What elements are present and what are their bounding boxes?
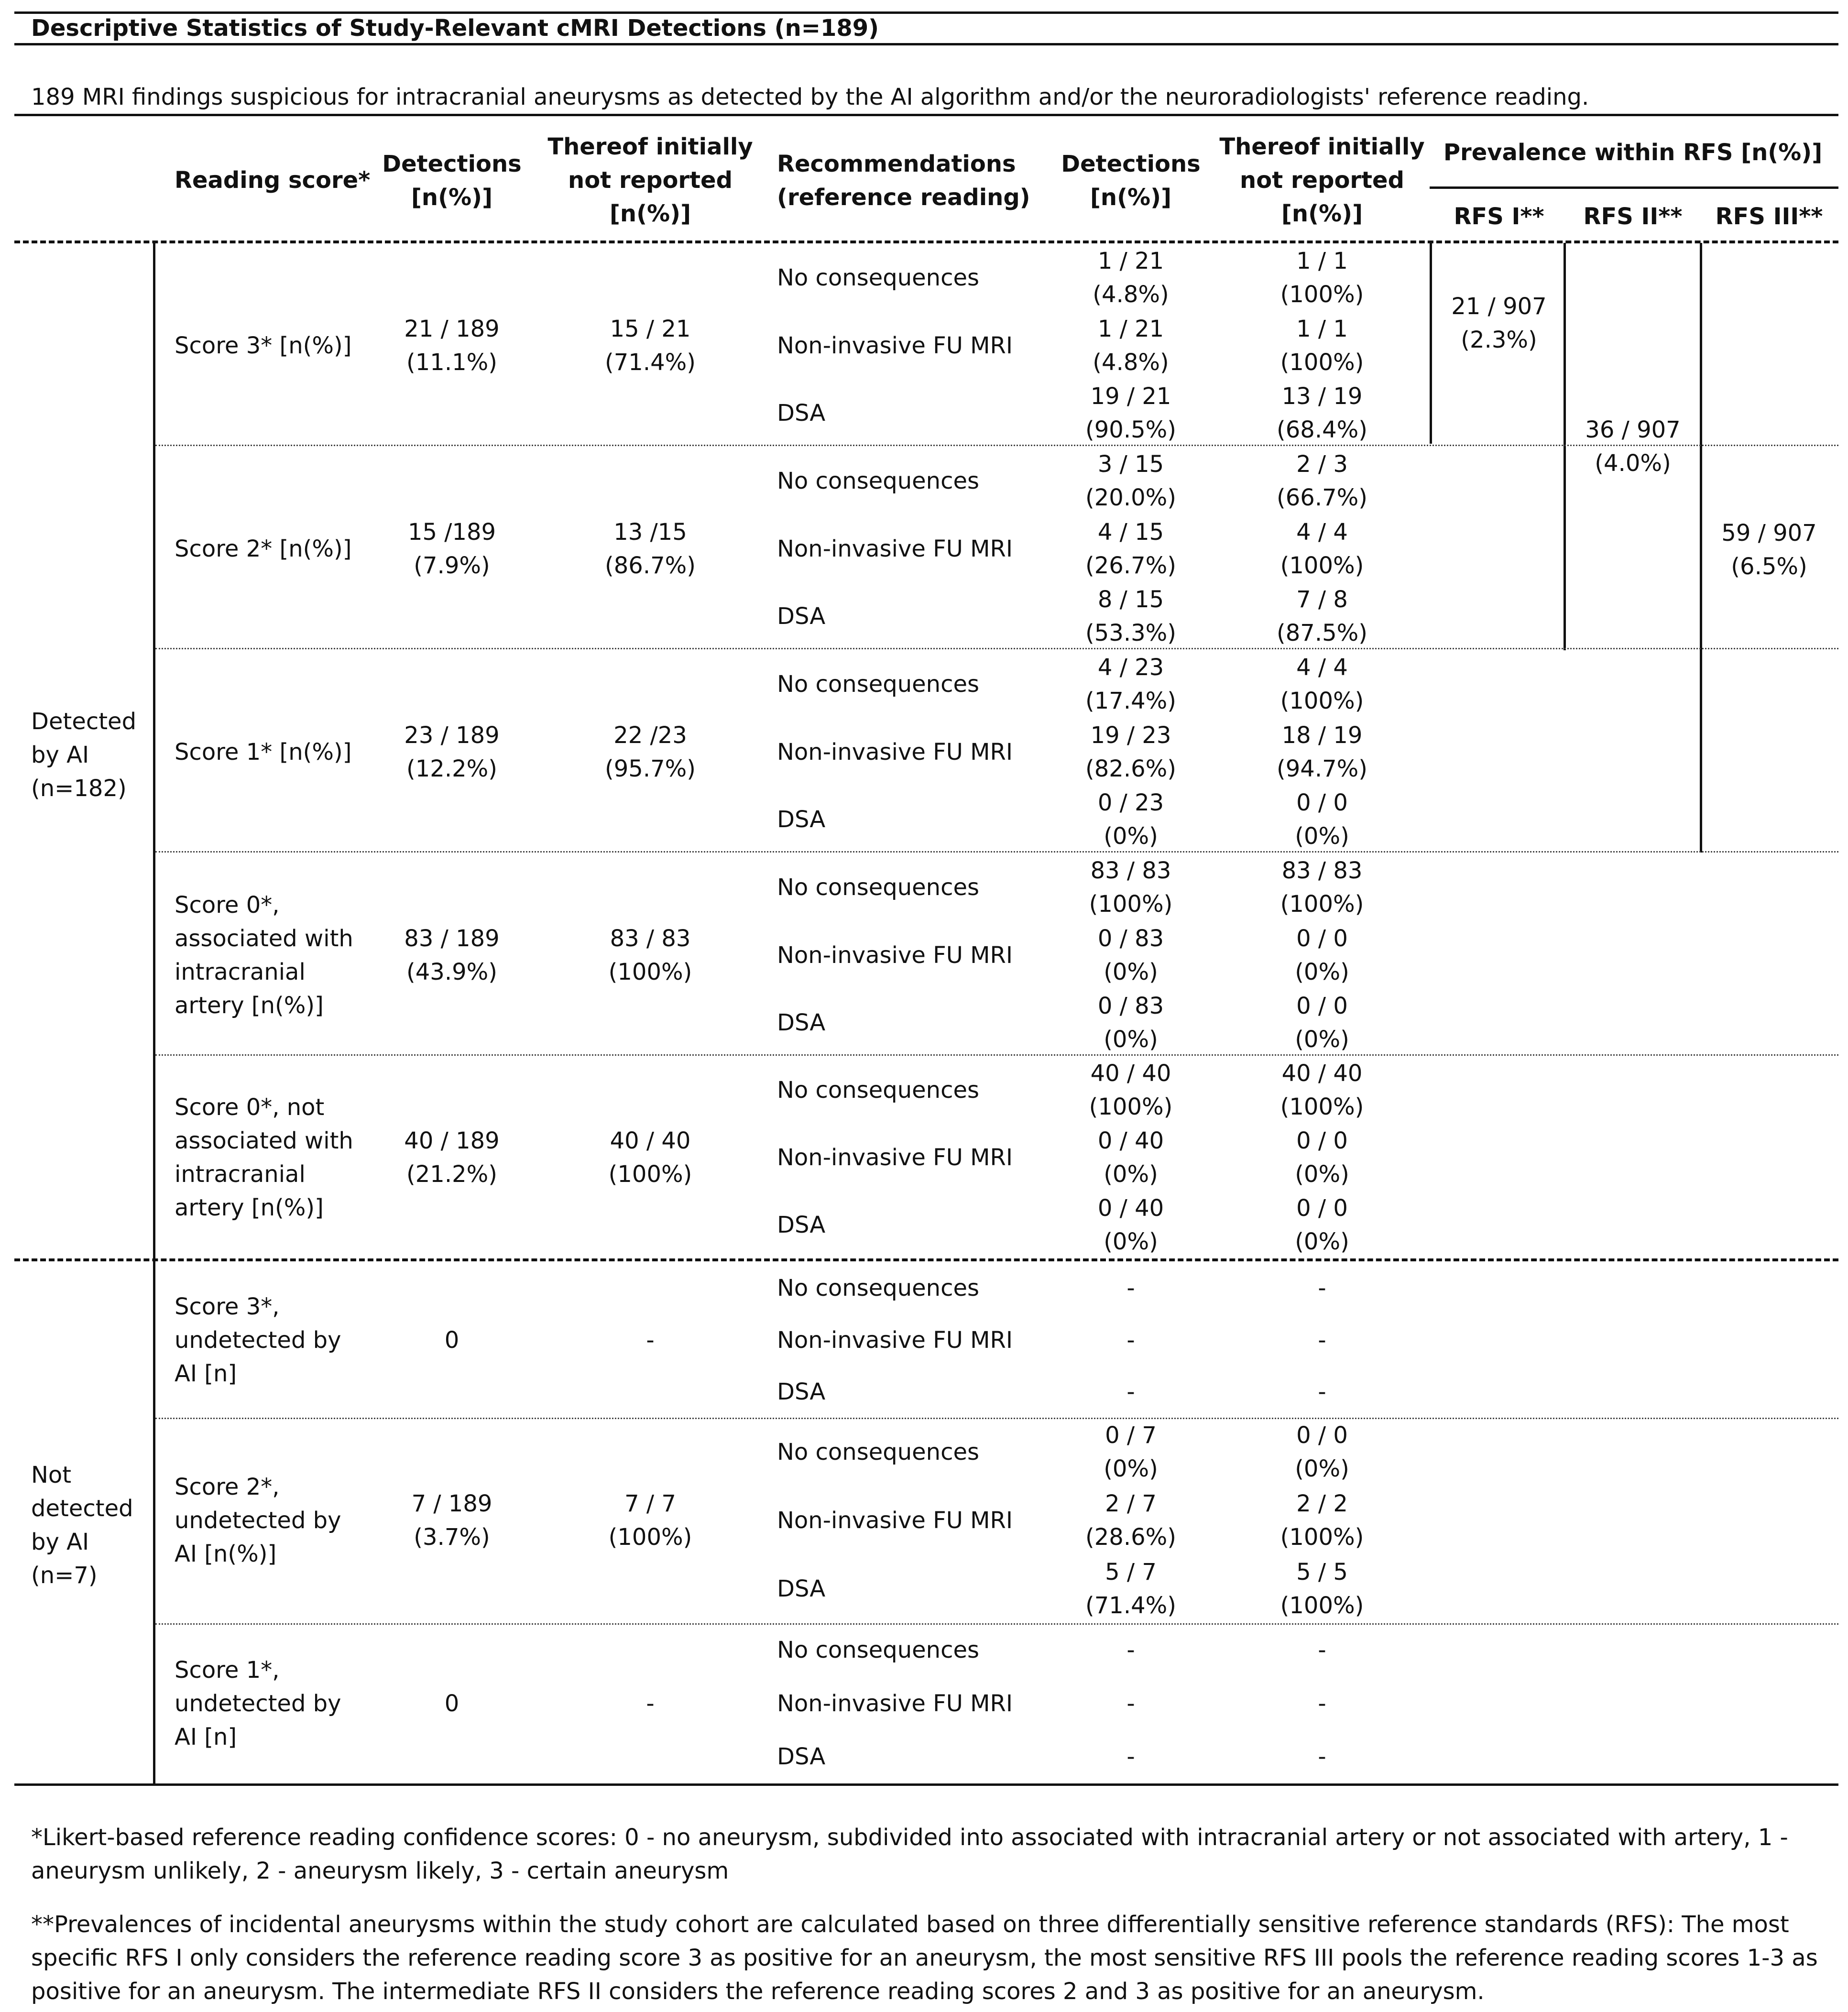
score-label: Score 0*, associated with intracranial artery [n(%)]: [175, 891, 353, 1019]
recommendation-label: DSA: [777, 806, 826, 833]
row-detections-cell: -: [1126, 1326, 1135, 1354]
thereof-cell: -: [646, 1690, 655, 1717]
row-not-reported-cell: 4 / 4 (100%): [1280, 654, 1364, 714]
header-reading-score: Reading score*: [175, 167, 371, 194]
rfs1-right-line: [1564, 243, 1566, 650]
header-rfs2: RFS II**: [1583, 203, 1683, 230]
row-detections-cell: -: [1126, 1690, 1135, 1717]
recommendation-label: Non-invasive FU MRI: [777, 941, 1013, 969]
thereof-cell: 83 / 83 (100%): [608, 925, 692, 985]
table-title: Descriptive Statistics of Study-Relevant cMRI Detections (n=189): [31, 15, 879, 42]
row-not-reported-cell: 0 / 0 (0%): [1295, 925, 1349, 985]
row-detections-cell: 19 / 23 (82.6%): [1085, 722, 1176, 782]
table-subtitle: 189 MRI findings suspicious for intracranial aneurysms as detected by the AI algorithm and/or the neuroradiologists' reference reading.: [31, 84, 1589, 110]
row-detections-cell: -: [1126, 1378, 1135, 1405]
prevalence-rfs3: 59 / 907 (6.5%): [1721, 520, 1817, 580]
row-not-reported-cell: 40 / 40 (100%): [1280, 1060, 1364, 1121]
recommendation-label: Non-invasive FU MRI: [777, 1690, 1013, 1717]
thereof-cell: 7 / 7 (100%): [608, 1490, 692, 1551]
row-detections-cell: 0 / 23 (0%): [1097, 789, 1164, 850]
group-column-divider: [153, 243, 155, 1785]
header-thereof: Thereof initially not reported [n(%)]: [547, 133, 753, 227]
row-not-reported-cell: 0 / 0 (0%): [1295, 993, 1349, 1053]
score-label: Score 2*, undetected by AI [n(%)]: [175, 1474, 341, 1567]
row-detections-cell: 40 / 40 (100%): [1089, 1060, 1173, 1121]
recommendation-label: No consequences: [777, 1077, 980, 1104]
recommendation-label: No consequences: [777, 1636, 980, 1663]
recommendation-label: Non-invasive FU MRI: [777, 1326, 1013, 1354]
detections-cell: 15 /189 (7.9%): [407, 518, 496, 579]
row-detections-cell: 5 / 7 (71.4%): [1085, 1559, 1176, 1619]
thereof-cell: -: [646, 1326, 655, 1354]
row-not-reported-cell: 18 / 19 (94.7%): [1277, 722, 1367, 782]
row-not-reported-cell: 0 / 0 (0%): [1295, 789, 1349, 850]
rfs2-right-line: [1700, 243, 1702, 853]
row-not-reported-cell: 2 / 2 (100%): [1280, 1490, 1364, 1551]
score-label: Score 0*, not associated with intracranial artery [n(%)]: [175, 1094, 353, 1221]
header-rfs3: RFS III**: [1715, 203, 1823, 230]
recommendation-label: No consequences: [777, 1438, 980, 1465]
table-bottom-rule: [14, 1783, 1838, 1786]
row-not-reported-cell: 7 / 8 (87.5%): [1277, 586, 1367, 647]
footnote-1: *Likert-based reference reading confidence scores: 0 - no aneurysm, subdivided into associated with intracranial artery or not associated with artery, 1 - aneurysm unlikely, 2 - aneurysm likely, 3 - certain aneurysm: [31, 1824, 1788, 1884]
detections-cell: 83 / 189 (43.9%): [404, 925, 500, 985]
recommendation-label: Non-invasive FU MRI: [777, 332, 1013, 359]
detections-cell: 21 / 189 (11.1%): [404, 315, 500, 376]
block-divider: [155, 648, 1838, 649]
row-not-reported-cell: -: [1318, 1275, 1326, 1302]
row-detections-cell: -: [1126, 1636, 1135, 1663]
row-not-reported-cell: 0 / 0 (0%): [1295, 1422, 1349, 1482]
detections-cell: 40 / 189 (21.2%): [404, 1127, 500, 1188]
recommendation-label: DSA: [777, 603, 826, 630]
header-thereof-2: Thereof initially not reported [n(%)]: [1219, 133, 1425, 227]
row-not-reported-cell: 83 / 83 (100%): [1280, 857, 1364, 918]
prevalence-rfs1: 21 / 907 (2.3%): [1451, 293, 1547, 353]
row-detections-cell: 2 / 7 (28.6%): [1085, 1490, 1176, 1551]
score-label: Score 2* [n(%)]: [175, 535, 352, 562]
recommendation-label: DSA: [777, 1743, 826, 1771]
row-not-reported-cell: 5 / 5 (100%): [1280, 1559, 1364, 1619]
row-detections-cell: -: [1126, 1743, 1135, 1771]
rfs1-left-line: [1430, 243, 1432, 444]
row-not-reported-cell: -: [1318, 1636, 1326, 1663]
row-not-reported-cell: 2 / 3 (66.7%): [1277, 450, 1367, 511]
recommendation-label: No consequences: [777, 264, 980, 291]
group-label-detected: Detected by AI (n=182): [31, 708, 137, 802]
recommendation-label: DSA: [777, 1211, 826, 1238]
row-detections-cell: 0 / 40 (0%): [1097, 1127, 1164, 1188]
prevalence-rfs2: 36 / 907 (4.0%): [1585, 416, 1681, 477]
block-divider: [155, 1054, 1838, 1056]
recommendation-label: DSA: [777, 400, 826, 427]
title-rule: [14, 43, 1838, 45]
block-divider: [155, 1418, 1838, 1419]
row-not-reported-cell: 0 / 0 (0%): [1295, 1127, 1349, 1188]
header-recommendations: Recommendations (reference reading): [777, 151, 1030, 211]
score-label: Score 3* [n(%)]: [175, 332, 352, 359]
group-label-not-detected: Not detected by AI (n=7): [31, 1462, 133, 1589]
recommendation-label: DSA: [777, 1009, 826, 1037]
header-top-rule: [14, 114, 1838, 116]
recommendation-label: DSA: [777, 1575, 826, 1603]
recommendation-label: No consequences: [777, 467, 980, 494]
row-detections-cell: 0 / 7 (0%): [1104, 1422, 1158, 1482]
recommendation-label: Non-invasive FU MRI: [777, 1507, 1013, 1534]
detections-cell: 23 / 189 (12.2%): [404, 722, 500, 782]
thereof-cell: 15 / 21 (71.4%): [605, 315, 696, 376]
header-rfs1: RFS I**: [1454, 203, 1544, 230]
row-not-reported-cell: -: [1318, 1743, 1326, 1771]
score-label: Score 3*, undetected by AI [n]: [175, 1293, 341, 1387]
block-divider: [155, 1623, 1838, 1625]
thereof-cell: 22 /23 (95.7%): [605, 722, 696, 782]
header-prevalence: Prevalence within RFS [n(%)]: [1443, 139, 1823, 166]
row-detections-cell: 1 / 21 (4.8%): [1093, 315, 1169, 376]
recommendation-label: No consequences: [777, 1275, 980, 1302]
row-not-reported-cell: -: [1318, 1378, 1326, 1405]
detections-cell: 0: [444, 1326, 459, 1354]
thereof-cell: 13 /15 (86.7%): [605, 518, 696, 579]
not-detected-group-top-rule: [14, 1258, 1838, 1261]
header-detections: Detections [n(%)]: [382, 151, 522, 211]
row-detections-cell: 1 / 21 (4.8%): [1093, 247, 1169, 308]
row-detections-cell: 3 / 15 (20.0%): [1085, 450, 1176, 511]
row-detections-cell: 8 / 15 (53.3%): [1085, 586, 1176, 647]
row-detections-cell: 0 / 40 (0%): [1097, 1194, 1164, 1255]
row-not-reported-cell: 1 / 1 (100%): [1280, 247, 1364, 308]
header-detections-2: Detections [n(%)]: [1061, 151, 1201, 211]
detected-group-top-rule: [14, 241, 1838, 243]
recommendation-label: Non-invasive FU MRI: [777, 535, 1013, 562]
row-not-reported-cell: 0 / 0 (0%): [1295, 1194, 1349, 1255]
prevalence-header-rule: [1430, 186, 1838, 189]
recommendation-label: Non-invasive FU MRI: [777, 738, 1013, 765]
row-detections-cell: 4 / 15 (26.7%): [1085, 518, 1176, 579]
row-detections-cell: -: [1126, 1275, 1135, 1302]
row-not-reported-cell: 13 / 19 (68.4%): [1277, 383, 1367, 444]
detections-cell: 7 / 189 (3.7%): [411, 1490, 492, 1551]
recommendation-label: Non-invasive FU MRI: [777, 1144, 1013, 1171]
recommendation-label: DSA: [777, 1378, 826, 1405]
score-label: Score 1*, undetected by AI [n]: [175, 1656, 341, 1750]
row-detections-cell: 4 / 23 (17.4%): [1085, 654, 1176, 714]
block-divider: [155, 445, 1838, 446]
row-detections-cell: 83 / 83 (100%): [1089, 857, 1173, 918]
detections-cell: 0: [444, 1690, 459, 1717]
recommendation-label: No consequences: [777, 670, 980, 698]
row-not-reported-cell: -: [1318, 1326, 1326, 1354]
thereof-cell: 40 / 40 (100%): [608, 1127, 692, 1188]
row-not-reported-cell: -: [1318, 1690, 1326, 1717]
score-label: Score 1* [n(%)]: [175, 738, 352, 765]
recommendation-label: No consequences: [777, 874, 980, 901]
footnote-2: **Prevalences of incidental aneurysms within the study cohort are calculated based on three differentially sensitive reference standards (RFS): The most specific RFS I only considers the reference reading score 3 as positive for an aneurysm, the most sensitive RFS III pools the reference reading scores 1-3 as positive for an aneurysm. The intermediate RFS II considers the reference reading scores 2 and 3 as positive for an aneurysm.: [31, 1911, 1818, 2005]
row-detections-cell: 0 / 83 (0%): [1097, 993, 1164, 1053]
row-detections-cell: 0 / 83 (0%): [1097, 925, 1164, 985]
row-detections-cell: 19 / 21 (90.5%): [1085, 383, 1176, 444]
block-divider: [155, 851, 1838, 853]
row-not-reported-cell: 1 / 1 (100%): [1280, 315, 1364, 376]
row-not-reported-cell: 4 / 4 (100%): [1280, 518, 1364, 579]
